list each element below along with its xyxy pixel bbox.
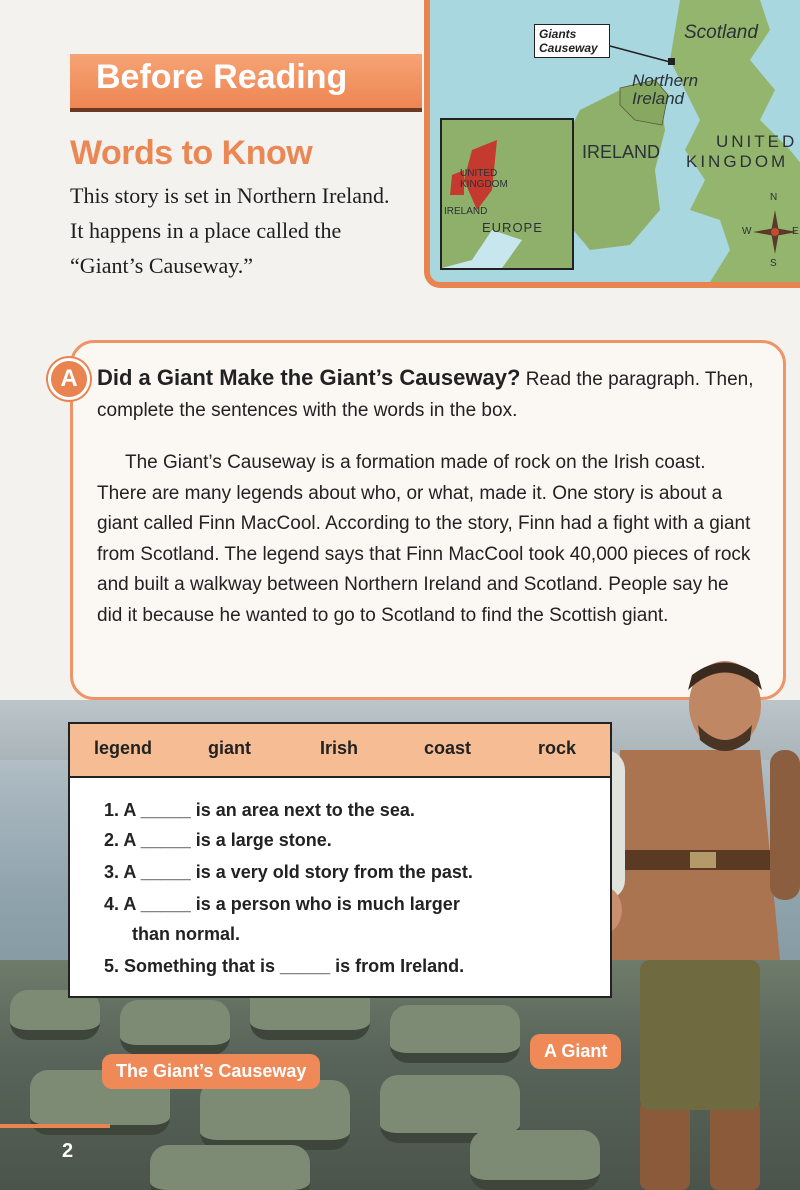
activity-heading [97, 362, 787, 426]
stone [200, 1080, 350, 1150]
activity-instructions: Read the paragraph. Then, complete the sentences with the words in the box. [97, 369, 754, 421]
giant-figure [580, 660, 800, 1190]
stone [120, 1000, 230, 1055]
word-bank-item: rock [538, 738, 577, 758]
word-bank-item: giant [208, 738, 251, 758]
giants-causeway-callout: Giants Causeway [534, 24, 610, 58]
question-item: 1. A _____ is an area next to the sea. [104, 800, 415, 820]
activity-badge: A [48, 358, 90, 400]
word-bank-item: coast [424, 738, 472, 758]
words-to-know-heading: Words to Know [70, 134, 313, 172]
question-item: 3. A _____ is a very old story from the past. [104, 862, 473, 882]
intro-text: This story is set in Northern Ireland. It happens in a place called the “Giant’s Causeway.” [70, 183, 390, 278]
giant-caption: A Giant [530, 1034, 621, 1069]
question-item: 2. A _____ is a large stone. [104, 830, 332, 850]
uk-label-line2: KINGDOM [686, 152, 789, 171]
page-number-bar [0, 1124, 110, 1128]
map [424, 0, 800, 288]
compass-s: S [770, 258, 777, 269]
stone [390, 1005, 520, 1063]
story-paragraph: The Giant’s Causeway is a formation made of rock on the Irish coast. There are many legends about who, or what, made it. One story is about a giant called Finn MacCool. According to the story, Finn had a fight with a giant from Scotland. The legend says that Finn MacCool took 40,000 pieces of rock and built a walkway between Northern Ireland and Scotland. People say he did it because he wanted to go to Scotland to find the Scottish giant. [97, 452, 751, 626]
northern-ireland-label: Northern Ireland [632, 71, 699, 108]
question-item: 4. A _____ is a person who is much larger [104, 894, 460, 914]
compass-w: W [742, 226, 752, 237]
inset-ireland-label: IRELAND [444, 206, 488, 217]
compass-e: E [792, 226, 799, 237]
inset-uk-label: UNITED KINGDOM [460, 168, 508, 190]
section-banner [70, 54, 422, 112]
causeway-caption: The Giant’s Causeway [102, 1054, 320, 1089]
callout-line [610, 46, 670, 62]
page-number: 2 [62, 1140, 74, 1162]
stone [150, 1145, 310, 1190]
europe-inset-map [440, 118, 574, 270]
word-bank-row [70, 724, 610, 778]
word-bank-item: legend [94, 738, 153, 758]
scotland-label: Scotland [684, 22, 758, 43]
inset-europe-label: EUROPE [482, 220, 543, 235]
uk-label-line1: UNITED [716, 132, 798, 151]
causeway-marker [668, 58, 675, 65]
compass-n: N [770, 192, 778, 203]
word-box [68, 722, 612, 998]
question-item-continued: than normal. [132, 924, 241, 944]
word-bank-item: Irish [320, 738, 359, 758]
section-title: Before Reading [96, 58, 348, 96]
activity-title: Did a Giant Make the Giant’s Causeway? [97, 365, 521, 390]
ireland-label: IRELAND [582, 142, 661, 162]
question-item: 5. Something that is _____ is from Ireland. [104, 956, 465, 976]
